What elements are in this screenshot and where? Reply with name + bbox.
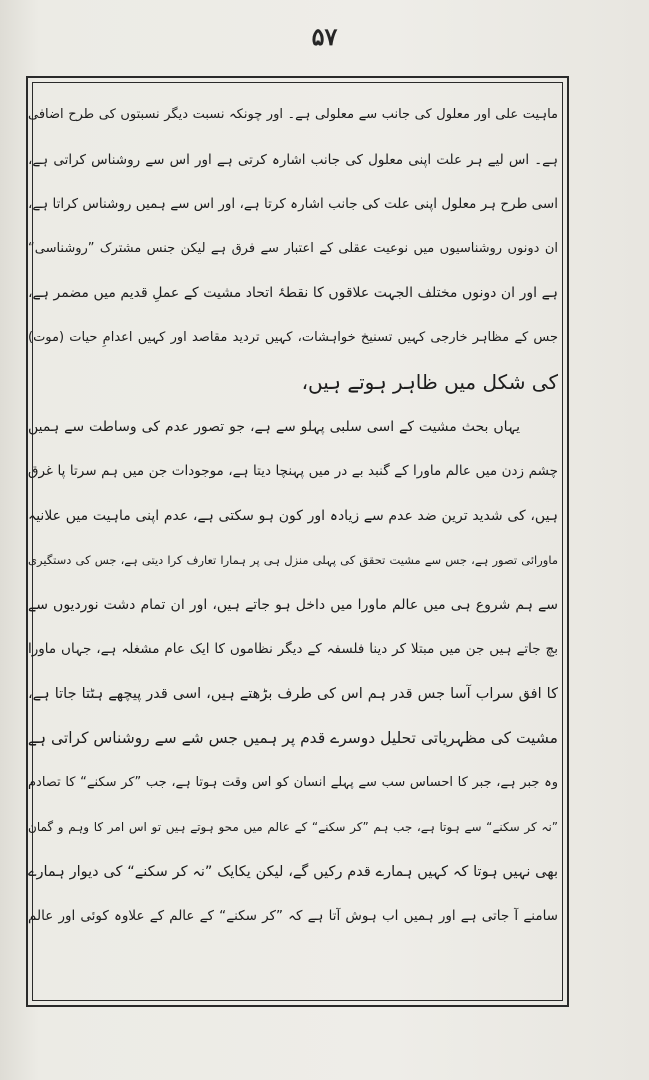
text-line: ماورائی تصور ہے، جس سے مشیت تحقق کی پہلی منزل ہی پر ہمارا تعارف کرا دیتی ہے، جس کی دستگیری xyxy=(28,553,558,567)
text-line: ہے۔ اس لیے ہر علت اپنی معلول کی جانب اشارہ کرتی ہے اور اس سے روشناس کراتی ہے، xyxy=(28,151,558,168)
paragraph-start-line: یہاں بحث مشیت کے اسی سلبی پہلو سے ہے، جو تصور عدم کی وساطت سے ہمیں xyxy=(28,418,520,435)
text-line: کا افق سراب آسا جس قدر ہم اس کی طرف بڑھتے ہیں، اسی قدر پیچھے ہٹتا جاتا ہے، xyxy=(28,685,558,702)
text-line: اسی طرح ہر معلول اپنی علت کی جانب اشارہ کرتا ہے، اور اس سے ہمیں روشناس کراتا ہے، xyxy=(28,196,558,212)
text-line: کی شکل میں ظاہر ہوتے ہیں، xyxy=(301,370,558,394)
page-number: ۵۷ xyxy=(311,22,338,51)
text-line: سے ہم شروع ہی میں عالم ماورا میں داخل ہو جاتے ہیں، اور ان تمام دشت نوردیوں سے xyxy=(28,596,558,613)
text-line: وہ جبر ہے، جبر کا احساس سب سے پہلے انسان کو اس وقت ہوتا ہے، جب ”کر سکنے“ کا تصادم xyxy=(28,774,558,790)
text-line: سامنے آ جاتی ہے اور ہمیں اب ہوش آتا ہے کہ ”کر سکنے“ کے عالم کے علاوہ کوئی اور عالم xyxy=(28,908,558,924)
text-line: جس کے مظاہر خارجی کہیں تسنیخ خواہشات، کہیں تردید مقاصد اور کہیں اعدامِ حیات (موت) xyxy=(28,329,558,345)
text-line: چشم زدن میں عالم ماورا کے گنبد بے در میں پہنچا دیتا ہے، موجودات جن میں ہم سرتا پا غرق xyxy=(28,463,558,479)
text-line: بچ جاتے ہیں جن میں مبتلا کر دینا فلسفہ کے دیگر نظاموں کا ایک عام مشغلہ ہے، جہاں ماورا xyxy=(28,641,558,657)
paragraph-start-line: مشیت کی مظہریاتی تحلیل دوسرے قدم پر ہمیں جس شے سے روشناس کراتی ہے xyxy=(28,729,558,747)
text-line: بھی نہیں ہوتا کہ کہیں ہمارے قدم رکیں گے، لیکن یکایک ”نہ کر سکنے“ کی دیوار ہمارے xyxy=(28,863,558,880)
text-line: ”نہ کر سکنے“ سے ہوتا ہے، جب ہم ”کر سکنے“ کے عالم میں محو ہوتے ہیں تو اس امر کا وہم و گمان xyxy=(28,820,558,834)
body-text xyxy=(28,93,558,939)
text-line: ہیں، کی شدید ترین ضد عدم سے زیادہ اور کون ہو سکتی ہے، عدم اپنی ماہیت میں علانیہ xyxy=(28,507,558,524)
text-line: ماہیت علی اور معلول کی جانب سے معلولی ہے۔ اور چونکہ نسبت دیگر نسبتوں کی طرح اضافی xyxy=(28,107,558,122)
text-line: ان دونوں روشناسیوں میں نوعیت عقلی کے اعتبار سے فرق ہے لیکن جنس مشترک ”روشناسی“ xyxy=(28,240,558,256)
text-line: ہے اور ان دونوں مختلف الجہت علاقوں کا نقطۂ اتحاد مشیت کے عملِ قدیم میں مضمر ہے، xyxy=(28,285,558,301)
